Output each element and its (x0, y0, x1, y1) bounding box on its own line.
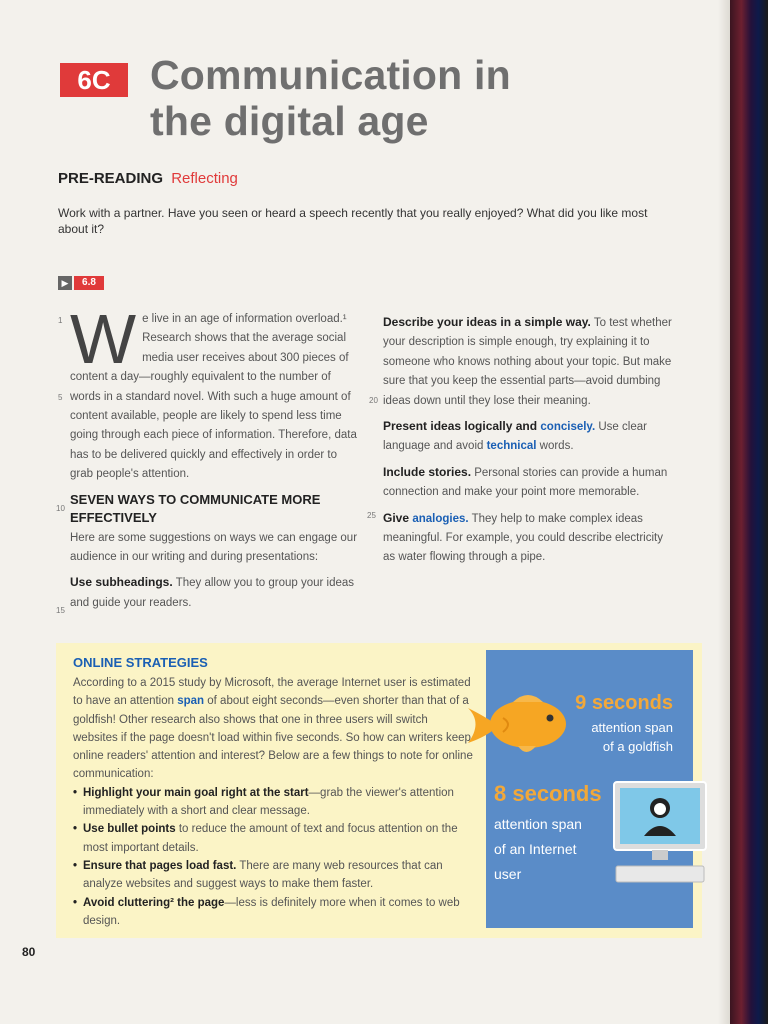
vocab-word[interactable]: concisely. (540, 421, 596, 434)
line-number: 1 (58, 316, 63, 325)
strategy-text: to reduce the amount of text and focus attention on the most important details. (83, 823, 458, 854)
article-paragraph (383, 463, 673, 503)
tip-text: Personal stories can provide a human connection and make your point more memorable. (383, 466, 668, 499)
pre-reading-heading (58, 170, 238, 187)
strategy-list (73, 784, 473, 930)
audio-track-number: 6.8 (74, 276, 104, 290)
goldfish-icon (458, 688, 578, 758)
tip-text: Use clear language and avoid (383, 421, 647, 453)
tip-title: Give (383, 510, 413, 525)
box-body (73, 674, 473, 930)
box-paragraph (73, 674, 473, 784)
tip-title: Use subheadings. (70, 575, 173, 590)
strategy-item (73, 784, 473, 821)
strategy-title: Ensure that pages load fast. (83, 859, 237, 872)
strategy-item (73, 894, 473, 931)
tip-text: words. (536, 440, 574, 453)
line-number: 20 (369, 396, 378, 405)
strategy-title: Highlight your main goal right at the start (83, 786, 309, 799)
article-paragraph (70, 300, 360, 485)
box-text: of about eight seconds—even shorter than that of a goldfish! Other research also shows that one in three users will switch websites if the page doesn't load within five seconds. So how can writers keep online readers' attention and interest? Below are a few things to note for online communication: (73, 695, 473, 781)
page-number: 80 (22, 945, 36, 959)
computer-user-icon (612, 780, 708, 888)
tip-text: They help to make complex ideas meaningful. For example, you could describe electricity as water flowing through a pipe. (383, 512, 663, 564)
unit-badge: 6C (60, 63, 128, 97)
vocab-word[interactable]: analogies. (412, 512, 469, 525)
box-text: According to a 2015 study by Microsoft, the average Internet user is estimated to have an attention (73, 677, 471, 708)
line-number: 5 (58, 393, 63, 402)
line-number: 15 (56, 606, 65, 615)
audio-track[interactable] (58, 276, 104, 290)
user-label-line: of an Internet (494, 841, 577, 857)
pre-reading-sub: Reflecting (171, 170, 238, 187)
article-paragraph: Here are some suggestions on ways we can engage our audience in our writing and during presentations: (70, 531, 358, 564)
drop-cap: W (70, 300, 137, 378)
strategy-title: Avoid cluttering² the page (83, 896, 225, 909)
box-title: ONLINE STRATEGIES (73, 655, 208, 670)
goldfish-label-line: of a goldfish (602, 739, 673, 754)
title-line-2: the digital age (150, 98, 429, 144)
user-label-line: user (494, 866, 522, 882)
play-icon[interactable]: ▶ (58, 276, 72, 290)
line-number: 25 (367, 511, 376, 520)
strategy-item (73, 857, 473, 894)
tip-text: They allow you to group your ideas and guide your readers. (70, 577, 355, 609)
paragraph-text: e live in an age of information overload.¹ Research shows that the average social media user receives about 300 pieces of content a day—roughly equivalent to the number of words in a standard novel. With such a huge amount of content available, people are likely to spend less time going through each piece of information. Therefore, data has to be delivered quickly and effectively in order to grab people's attention. (70, 313, 357, 481)
tip-text: To test whether your description is simple enough, try explaining it to someone who knows nothing about your topic. But make sure that you keep the essential parts—avoid dumbing ideas down until they lose their meaning. (383, 317, 672, 407)
tip-title: Describe your ideas in a simple way. (383, 315, 591, 329)
user-label-line: attention span (494, 816, 582, 832)
user-label (494, 812, 594, 887)
intro-text: Work with a partner. Have you seen or heard a speech recently that you really enjoyed? What did you like most about it? (58, 206, 648, 236)
article-left-column (70, 300, 360, 617)
section-heading: SEVEN WAYS TO COMMUNICATE MORE EFFECTIVELY (70, 491, 321, 525)
strategy-item (73, 820, 473, 857)
title-line-1: Communication in (150, 52, 511, 98)
strategy-text: —grab the viewer's attention immediately with a short and clear message. (83, 786, 454, 818)
strategy-title: Use bullet points (83, 823, 176, 836)
goldfish-label (591, 718, 673, 756)
article-paragraph (383, 509, 673, 568)
tip-title: Include stories. (383, 464, 472, 479)
article-right-column (383, 313, 673, 572)
page-title (150, 52, 511, 144)
strategy-text: —less is definitely more when it comes to web design. (83, 896, 460, 927)
goldfish-value: 9 seconds (575, 692, 673, 714)
article-paragraph (383, 313, 673, 411)
article-paragraph (383, 417, 673, 457)
strategy-text: There are many web resources that can analyze websites and suggest ways to make them faster. (83, 859, 443, 891)
vocab-word[interactable]: technical (486, 440, 537, 453)
pre-reading-label: PRE-READING (58, 170, 164, 187)
article-paragraph (70, 573, 360, 613)
user-value: 8 seconds (494, 781, 602, 806)
adjacent-page (730, 0, 768, 1024)
tip-title: Present ideas logically and (383, 419, 541, 434)
line-number: 10 (56, 504, 65, 513)
vocab-word[interactable]: span (177, 695, 205, 708)
goldfish-label-line: attention span (591, 720, 673, 735)
